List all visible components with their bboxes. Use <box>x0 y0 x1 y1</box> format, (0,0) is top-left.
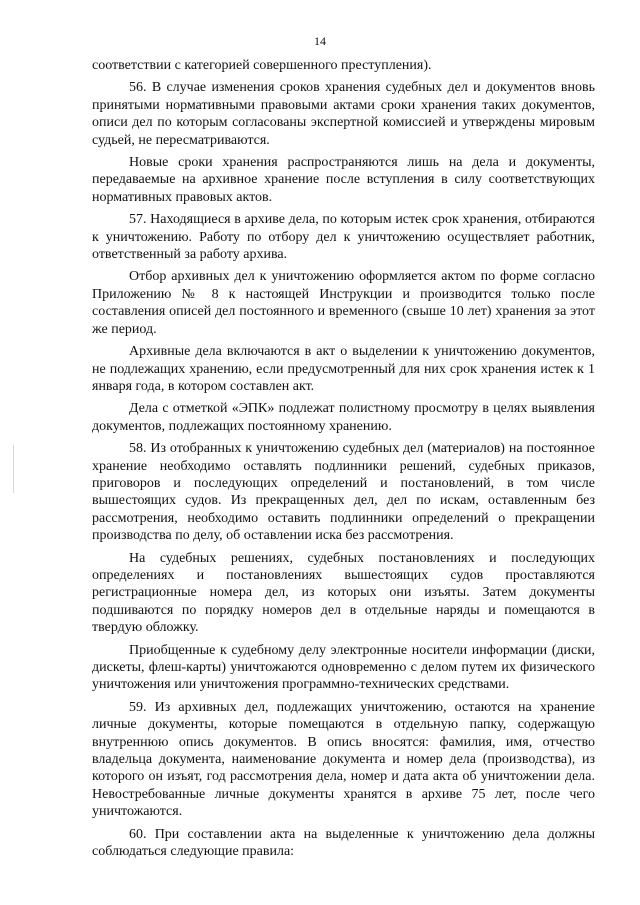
paragraph-electronic-media: Приобщенные к судебному делу электронные носители информации (диски, дискеты, флеш-карты) уничтожаются одновременно с делом путем их физического уничтожения или уничтожения программно-технических средствами. <box>92 642 595 693</box>
page-number: 14 <box>314 34 326 48</box>
paragraph-act-inclusion: Архивные дела включаются в акт о выделении к уничтожению документов, не подлежащих хранению, если предусмотренный для них срок хранения истек к 1 января года, в котором составлен акт. <box>92 344 595 394</box>
document-body <box>92 57 595 865</box>
paragraph-new-terms: Новые сроки хранения распространяются лишь на дела и документы, передаваемые на архивное хранение после вступления в силу соответствующих нормативных правовых актов. <box>92 155 595 205</box>
paragraph-continuation: соответствии с категорией совершенного преступления). <box>92 58 432 73</box>
paragraph-court-decisions: На судебных решениях, судебных постановлениях и последующих определениях и постановлениях вышестоящих судов проставляются регистрационные номера дел, из которых они изъяты. Затем документы подшиваются по порядку номеров дел в отдельные наряды и помещаются в твердую обложку. <box>92 550 595 636</box>
paragraph-58: 58. Из отобранных к уничтожению судебных дел (материалов) на постоянное хранение необходимо оставлять подлинники решений, судебных приказов, приговоров и последующих определений и постановлений, в том числе вышестоящих судов. Из прекращенных дел, дел по искам, оставленным без рассмотрения, необходимо оставить подлинники определений о прекращении производства по делу, об оставлении иска без рассмотрения. <box>92 441 595 544</box>
paragraph-selection-act: Отбор архивных дел к уничтожению оформляется актом по форме согласно Приложению № 8 к настоящей Инструкции и производится только после составления описей дел постоянного и временного (свыше 10 лет) хранения за этот же период. <box>92 269 595 337</box>
paragraph-60: 60. При составлении акта на выделенные к уничтожению дела должны соблюдаться следующие правила: <box>92 826 595 860</box>
margin-mark <box>13 445 14 493</box>
paragraph-epk: Дела с отметкой «ЭПК» подлежат полистному просмотру в целях выявления документов, подлежащих постоянному хранению. <box>92 401 595 434</box>
paragraph-56: 56. В случае изменения сроков хранения судебных дел и документов вновь принятыми нормативными правовыми актами сроки хранения таких документов, описи дел по которым согласованы экспертной комиссией и утверждены мировым судьей, не пересматриваются. <box>92 80 595 148</box>
paragraph-57: 57. Находящиеся в архиве дела, по которым истек срок хранения, отбираются к уничтожению. Работу по отбору дел к уничтожению осуществляет работник, ответственный за работу архива. <box>92 212 595 263</box>
paragraph-59: 59. Из архивных дел, подлежащих уничтожению, остаются на хранение личные документы, которые помещаются в отдельную папку, содержащую внутреннюю опись документов. В опись вносятся: фамилия, имя, отчество владельца документа, наименование документа и номер дела (производства), из которого он изъят, год рассмотрения дела, номер и дата акта об уничтожении дела. Невостребованные личные документы хранятся в архиве 75 лет, после чего уничтожаются. <box>92 699 595 820</box>
